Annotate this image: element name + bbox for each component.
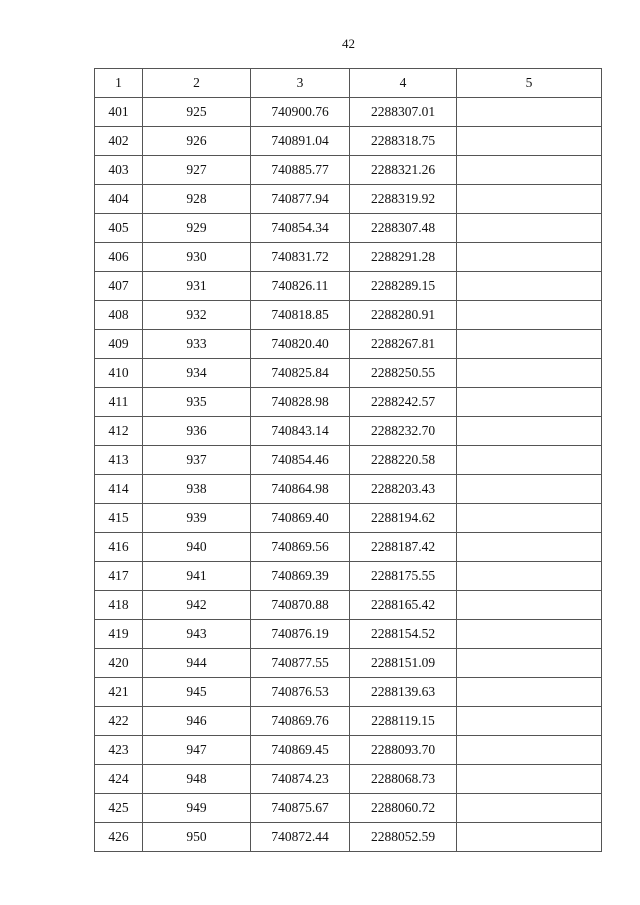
y-coordinate-cell: 2288052.59 bbox=[350, 823, 457, 852]
point-number-cell: 939 bbox=[143, 504, 251, 533]
table-row bbox=[95, 388, 602, 417]
table-row bbox=[95, 736, 602, 765]
x-coordinate-cell: 740875.67 bbox=[251, 794, 350, 823]
row-number-cell: 401 bbox=[95, 98, 143, 127]
x-coordinate-cell: 740872.44 bbox=[251, 823, 350, 852]
table-row bbox=[95, 156, 602, 185]
note-cell bbox=[457, 562, 602, 591]
y-coordinate-cell: 2288232.70 bbox=[350, 417, 457, 446]
row-number-cell: 413 bbox=[95, 446, 143, 475]
y-coordinate-cell: 2288220.58 bbox=[350, 446, 457, 475]
table-row bbox=[95, 678, 602, 707]
point-number-cell: 950 bbox=[143, 823, 251, 852]
point-number-cell: 937 bbox=[143, 446, 251, 475]
point-number-cell: 949 bbox=[143, 794, 251, 823]
row-number-cell: 415 bbox=[95, 504, 143, 533]
table-row bbox=[95, 446, 602, 475]
column-header-1: 1 bbox=[95, 69, 143, 98]
column-header-3: 3 bbox=[251, 69, 350, 98]
y-coordinate-cell: 2288187.42 bbox=[350, 533, 457, 562]
header-row bbox=[95, 69, 602, 98]
x-coordinate-cell: 740885.77 bbox=[251, 156, 350, 185]
note-cell bbox=[457, 127, 602, 156]
table-row bbox=[95, 214, 602, 243]
point-number-cell: 940 bbox=[143, 533, 251, 562]
row-number-cell: 404 bbox=[95, 185, 143, 214]
note-cell bbox=[457, 185, 602, 214]
note-cell bbox=[457, 794, 602, 823]
table-row bbox=[95, 707, 602, 736]
row-number-cell: 410 bbox=[95, 359, 143, 388]
x-coordinate-cell: 740854.34 bbox=[251, 214, 350, 243]
y-coordinate-cell: 2288151.09 bbox=[350, 649, 457, 678]
note-cell bbox=[457, 98, 602, 127]
x-coordinate-cell: 740869.45 bbox=[251, 736, 350, 765]
column-header-2: 2 bbox=[143, 69, 251, 98]
y-coordinate-cell: 2288321.26 bbox=[350, 156, 457, 185]
note-cell bbox=[457, 533, 602, 562]
row-number-cell: 412 bbox=[95, 417, 143, 446]
row-number-cell: 406 bbox=[95, 243, 143, 272]
point-number-cell: 941 bbox=[143, 562, 251, 591]
row-number-cell: 425 bbox=[95, 794, 143, 823]
note-cell bbox=[457, 620, 602, 649]
x-coordinate-cell: 740876.19 bbox=[251, 620, 350, 649]
table-row bbox=[95, 533, 602, 562]
coordinates-table bbox=[94, 68, 602, 852]
x-coordinate-cell: 740869.40 bbox=[251, 504, 350, 533]
note-cell bbox=[457, 504, 602, 533]
row-number-cell: 422 bbox=[95, 707, 143, 736]
x-coordinate-cell: 740843.14 bbox=[251, 417, 350, 446]
x-coordinate-cell: 740864.98 bbox=[251, 475, 350, 504]
note-cell bbox=[457, 823, 602, 852]
x-coordinate-cell: 740900.76 bbox=[251, 98, 350, 127]
row-number-cell: 409 bbox=[95, 330, 143, 359]
row-number-cell: 418 bbox=[95, 591, 143, 620]
y-coordinate-cell: 2288250.55 bbox=[350, 359, 457, 388]
x-coordinate-cell: 740869.39 bbox=[251, 562, 350, 591]
point-number-cell: 946 bbox=[143, 707, 251, 736]
x-coordinate-cell: 740877.94 bbox=[251, 185, 350, 214]
y-coordinate-cell: 2288319.92 bbox=[350, 185, 457, 214]
note-cell bbox=[457, 330, 602, 359]
note-cell bbox=[457, 243, 602, 272]
y-coordinate-cell: 2288119.15 bbox=[350, 707, 457, 736]
x-coordinate-cell: 740877.55 bbox=[251, 649, 350, 678]
y-coordinate-cell: 2288154.52 bbox=[350, 620, 457, 649]
x-coordinate-cell: 740869.76 bbox=[251, 707, 350, 736]
row-number-cell: 421 bbox=[95, 678, 143, 707]
note-cell bbox=[457, 214, 602, 243]
row-number-cell: 424 bbox=[95, 765, 143, 794]
y-coordinate-cell: 2288165.42 bbox=[350, 591, 457, 620]
table-row bbox=[95, 620, 602, 649]
table-row bbox=[95, 794, 602, 823]
point-number-cell: 929 bbox=[143, 214, 251, 243]
point-number-cell: 944 bbox=[143, 649, 251, 678]
point-number-cell: 934 bbox=[143, 359, 251, 388]
point-number-cell: 930 bbox=[143, 243, 251, 272]
y-coordinate-cell: 2288242.57 bbox=[350, 388, 457, 417]
point-number-cell: 928 bbox=[143, 185, 251, 214]
y-coordinate-cell: 2288307.01 bbox=[350, 98, 457, 127]
table-row bbox=[95, 649, 602, 678]
table-body bbox=[95, 98, 602, 852]
note-cell bbox=[457, 678, 602, 707]
y-coordinate-cell: 2288194.62 bbox=[350, 504, 457, 533]
table-row bbox=[95, 823, 602, 852]
point-number-cell: 931 bbox=[143, 272, 251, 301]
x-coordinate-cell: 740891.04 bbox=[251, 127, 350, 156]
point-number-cell: 932 bbox=[143, 301, 251, 330]
y-coordinate-cell: 2288289.15 bbox=[350, 272, 457, 301]
note-cell bbox=[457, 301, 602, 330]
table-row bbox=[95, 185, 602, 214]
x-coordinate-cell: 740831.72 bbox=[251, 243, 350, 272]
row-number-cell: 405 bbox=[95, 214, 143, 243]
point-number-cell: 933 bbox=[143, 330, 251, 359]
table-row bbox=[95, 98, 602, 127]
row-number-cell: 416 bbox=[95, 533, 143, 562]
x-coordinate-cell: 740828.98 bbox=[251, 388, 350, 417]
page-number: 42 bbox=[342, 36, 355, 51]
point-number-cell: 942 bbox=[143, 591, 251, 620]
y-coordinate-cell: 2288307.48 bbox=[350, 214, 457, 243]
row-number-cell: 420 bbox=[95, 649, 143, 678]
table-row bbox=[95, 272, 602, 301]
note-cell bbox=[457, 388, 602, 417]
y-coordinate-cell: 2288060.72 bbox=[350, 794, 457, 823]
note-cell bbox=[457, 272, 602, 301]
row-number-cell: 417 bbox=[95, 562, 143, 591]
note-cell bbox=[457, 765, 602, 794]
note-cell bbox=[457, 156, 602, 185]
note-cell bbox=[457, 649, 602, 678]
column-header-5: 5 bbox=[457, 69, 602, 98]
row-number-cell: 407 bbox=[95, 272, 143, 301]
point-number-cell: 936 bbox=[143, 417, 251, 446]
note-cell bbox=[457, 475, 602, 504]
table-row bbox=[95, 504, 602, 533]
x-coordinate-cell: 740825.84 bbox=[251, 359, 350, 388]
table-row bbox=[95, 330, 602, 359]
y-coordinate-cell: 2288318.75 bbox=[350, 127, 457, 156]
x-coordinate-cell: 740818.85 bbox=[251, 301, 350, 330]
x-coordinate-cell: 740854.46 bbox=[251, 446, 350, 475]
table-row bbox=[95, 301, 602, 330]
y-coordinate-cell: 2288093.70 bbox=[350, 736, 457, 765]
table-row bbox=[95, 417, 602, 446]
table-row bbox=[95, 127, 602, 156]
point-number-cell: 948 bbox=[143, 765, 251, 794]
row-number-cell: 414 bbox=[95, 475, 143, 504]
table-row bbox=[95, 765, 602, 794]
row-number-cell: 403 bbox=[95, 156, 143, 185]
point-number-cell: 927 bbox=[143, 156, 251, 185]
table-row bbox=[95, 359, 602, 388]
note-cell bbox=[457, 707, 602, 736]
row-number-cell: 426 bbox=[95, 823, 143, 852]
y-coordinate-cell: 2288068.73 bbox=[350, 765, 457, 794]
y-coordinate-cell: 2288280.91 bbox=[350, 301, 457, 330]
note-cell bbox=[457, 736, 602, 765]
note-cell bbox=[457, 591, 602, 620]
x-coordinate-cell: 740870.88 bbox=[251, 591, 350, 620]
y-coordinate-cell: 2288139.63 bbox=[350, 678, 457, 707]
row-number-cell: 402 bbox=[95, 127, 143, 156]
point-number-cell: 945 bbox=[143, 678, 251, 707]
note-cell bbox=[457, 446, 602, 475]
x-coordinate-cell: 740869.56 bbox=[251, 533, 350, 562]
y-coordinate-cell: 2288203.43 bbox=[350, 475, 457, 504]
point-number-cell: 925 bbox=[143, 98, 251, 127]
row-number-cell: 411 bbox=[95, 388, 143, 417]
column-header-4: 4 bbox=[350, 69, 457, 98]
x-coordinate-cell: 740874.23 bbox=[251, 765, 350, 794]
x-coordinate-cell: 740820.40 bbox=[251, 330, 350, 359]
point-number-cell: 935 bbox=[143, 388, 251, 417]
row-number-cell: 419 bbox=[95, 620, 143, 649]
note-cell bbox=[457, 417, 602, 446]
y-coordinate-cell: 2288267.81 bbox=[350, 330, 457, 359]
x-coordinate-cell: 740826.11 bbox=[251, 272, 350, 301]
note-cell bbox=[457, 359, 602, 388]
x-coordinate-cell: 740876.53 bbox=[251, 678, 350, 707]
point-number-cell: 947 bbox=[143, 736, 251, 765]
point-number-cell: 943 bbox=[143, 620, 251, 649]
point-number-cell: 938 bbox=[143, 475, 251, 504]
table-row bbox=[95, 591, 602, 620]
y-coordinate-cell: 2288291.28 bbox=[350, 243, 457, 272]
point-number-cell: 926 bbox=[143, 127, 251, 156]
row-number-cell: 423 bbox=[95, 736, 143, 765]
table-row bbox=[95, 562, 602, 591]
row-number-cell: 408 bbox=[95, 301, 143, 330]
table-row bbox=[95, 475, 602, 504]
y-coordinate-cell: 2288175.55 bbox=[350, 562, 457, 591]
table-row bbox=[95, 243, 602, 272]
